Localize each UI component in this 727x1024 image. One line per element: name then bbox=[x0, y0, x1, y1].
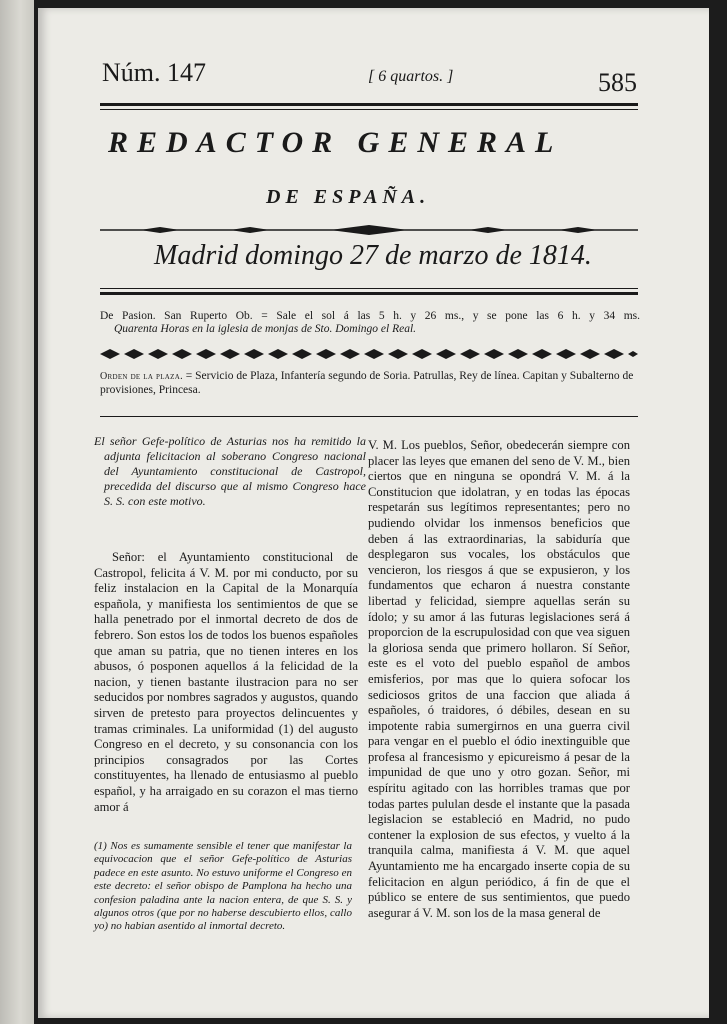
almanac-line-2: Quarenta Horas en la iglesia de monjas de Sto. Domingo el Real. bbox=[114, 323, 417, 335]
almanac-line-1: De Pasion. San Ruperto Ob. = Sale el sol á las 5 h. y 26 ms., y se pone las 6 h. y 34 ms. bbox=[100, 310, 640, 322]
date-rule-thin bbox=[100, 288, 638, 289]
page-number: 585 bbox=[598, 68, 637, 97]
top-rule-thick bbox=[100, 103, 638, 106]
top-rule-thin bbox=[100, 109, 638, 110]
article-left-column: Señor: el Ayuntamiento constitucional de Castropol, felicita á V. M. por mi conducto, por su feliz instalacion en la Capital de la Monarquía española, y manifiesta los sentimientos de que se halla penetrado por el inmortal decreto de dos de febrero. Son estos los de todos los buenos españoles que aman su patria, que no tienen interes en los abusos, ó posponen aquellos á la felicidad de la nacion, y tienen bastante ilustracion para no ser seducidos por nombres sagrados y augustos, quando sirven de pretesto para proyectos delincuentes y tramas criminales. La uniformidad (1) del augusto Congreso en el decreto, y su consonancia con los principios consagrados por las Cortes constituyentes, ha llenado de entusiasmo al pueblo español, y ha arraigado en su corazon el mas tierno amor á bbox=[94, 550, 358, 814]
orden-text: = Servicio de Plaza, Infantería segundo de Soria. Patrullas, Rey de línea. Capitan y Subalterno de provisiones, Princesa. bbox=[100, 370, 634, 396]
masthead-subtitle: DE ESPAÑA. bbox=[266, 186, 431, 208]
ornamental-rule bbox=[100, 224, 638, 236]
masthead-title: REDACTOR GENERAL bbox=[108, 126, 563, 159]
article-footnote: (1) Nos es sumamente sensible el tener que manifestar la equivocacion que el señor Gefe-político de Asturias padece en este asunto. No estuvo uniforme el Congreso en este decreto: el señor obispo de Pamplona ha hecho una confesion paladina ante la nacion entera, de que S. S. y algunos otros (que por no haberse descubierto ellos, callo yo) no habian asentido al inmortal decreto. bbox=[94, 840, 352, 933]
previous-page-edge bbox=[0, 0, 34, 1024]
article-right-column: V. M. Los pueblos, Señor, obedecerán siempre con placer las leyes que emanen del seno de V. M., bien ciertos que en ninguna se opondrá V. M. á la Constitucion que idolatran, y en todas las épocas respetarán sus legítimos representantes; pero no pudiendo olvidar los inmensos beneficios que deben á las extraordinarias, la sabiduría que desplegaron sus vocales, los obstáculos que vencieron, los riesgos á que se expusieron, y los fundamentos que echaron á nuestra constante libertad y felicidad, siempre aquellas serán su ídolo; y su amor á las futuras legislaciones será á proporcion de la escrupulosidad con que vea siguen la gloriosa senda que primero hollaron. Sí Señor, este es el voto del pueblo español de ambos emisferios, por mas que lo quiera sofocar los sediciosos gritos de una faccion que aliada á españoles, ó traidores, ó débiles, desean en su impotente rabia sumergirnos en una guerra civil para vengar en el pueblo el ódio inextinguible que profesa al francesismo y epicureismo á pesar de la impunidad de que uno y otro gozan. Señor, mi espíritu agitado con las horribles tramas que por todas partes pululan desde el instante que la pasada legislacion se estableció en Madrid, no pudo contener la explosion de sus efectos, y vuelto á la tranquila calma, manifiesta á V. M. que aquel Ayuntamiento me ha encargado inserte copia de su felicitacion en algun periódico, á fin de que el público se entere de sus sentimientos, que puedo asegurar á V. M. son los de la masa general de bbox=[368, 438, 630, 920]
dateline: Madrid domingo 27 de marzo de 1814. bbox=[154, 240, 592, 271]
almanac-notice bbox=[100, 310, 640, 336]
issue-number: Núm. 147 bbox=[102, 58, 206, 87]
orden-de-la-plaza bbox=[100, 370, 640, 397]
article-summary: El señor Gefe-político de Asturias nos ha remitido la adjunta felicitacion al soberano Congreso nacional del Ayuntamiento constitucional de Castropol, precedida del discurso que al mismo Congreso hace S. S. con este motivo. bbox=[94, 434, 366, 508]
section-rule bbox=[100, 416, 638, 417]
date-rule-thick bbox=[100, 292, 638, 295]
diamond-rule bbox=[100, 348, 638, 360]
issue-price: [ 6 quartos. ] bbox=[368, 68, 454, 85]
orden-label: Orden de la plaza. bbox=[100, 371, 183, 382]
newspaper-page bbox=[38, 8, 709, 1018]
